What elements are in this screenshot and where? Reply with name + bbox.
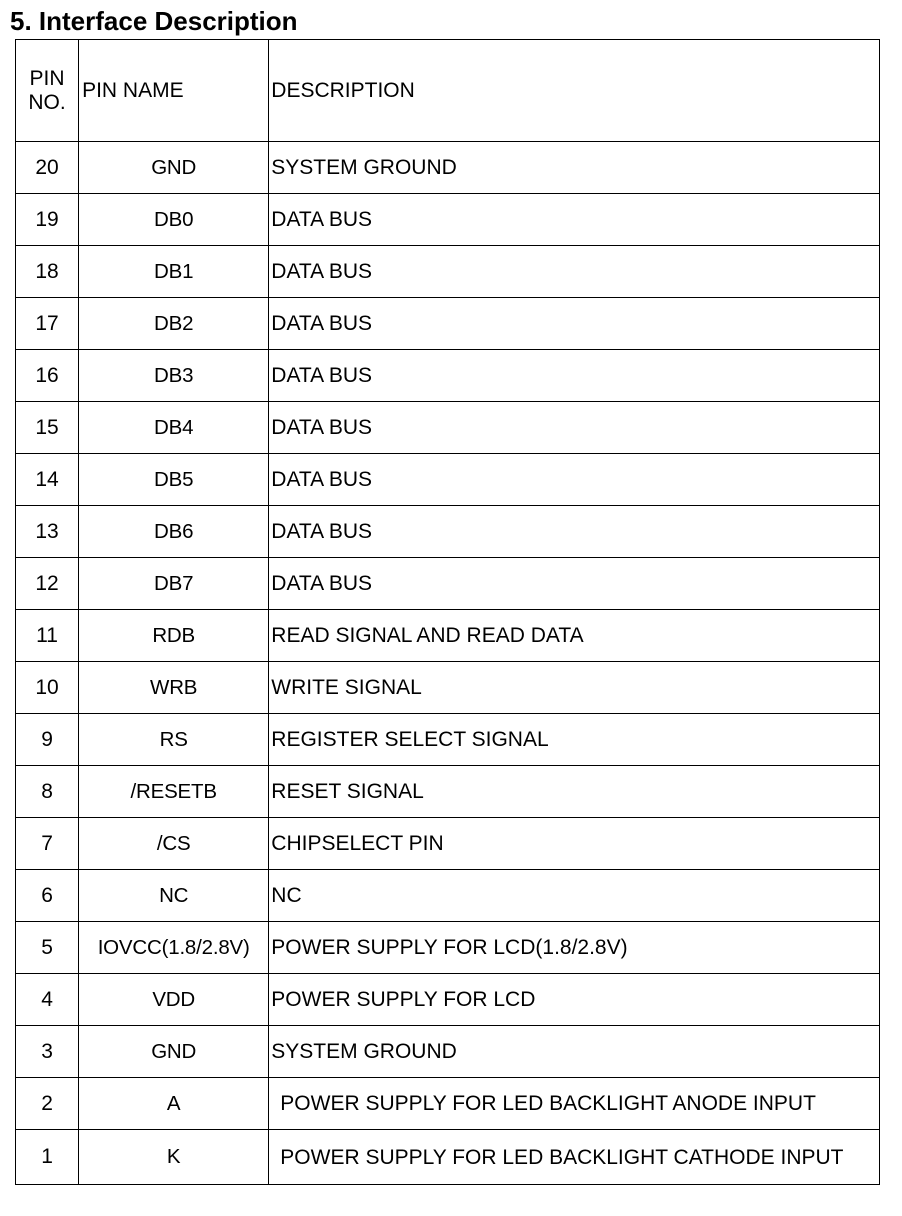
pin-description: REGISTER SELECT SIGNAL: [269, 714, 880, 766]
header-pin-name: PIN NAME: [79, 40, 269, 142]
pin-name: IOVCC(1.8/2.8V): [79, 922, 269, 974]
table-row: [16, 1026, 880, 1078]
pin-name: A: [79, 1078, 269, 1130]
pin-description: DATA BUS: [269, 506, 880, 558]
pin-number: 8: [16, 766, 79, 818]
pin-description: DATA BUS: [269, 454, 880, 506]
pin-name: /CS: [79, 818, 269, 870]
table-row: [16, 662, 880, 714]
pin-number: 6: [16, 870, 79, 922]
header-pin-no-line1: PIN: [29, 66, 65, 90]
pin-name: DB5: [79, 454, 269, 506]
pin-name: GND: [79, 142, 269, 194]
pin-name: VDD: [79, 974, 269, 1026]
pin-name: NC: [79, 870, 269, 922]
pin-name: /RESETB: [79, 766, 269, 818]
pin-description: POWER SUPPLY FOR LED BACKLIGHT ANODE INPUT: [269, 1078, 880, 1130]
table-row: [16, 1078, 880, 1130]
pin-number: 18: [16, 246, 79, 298]
pin-number: 10: [16, 662, 79, 714]
pin-description: CHIPSELECT PIN: [269, 818, 880, 870]
section-title: 5. Interface Description: [10, 6, 298, 36]
pin-description: DATA BUS: [269, 558, 880, 610]
pin-description: DATA BUS: [269, 350, 880, 402]
table-row: [16, 714, 880, 766]
pin-name: DB2: [79, 298, 269, 350]
pin-number: 19: [16, 194, 79, 246]
pin-number: 7: [16, 818, 79, 870]
pin-description: SYSTEM GROUND: [269, 142, 880, 194]
table-row: [16, 454, 880, 506]
pin-description: DATA BUS: [269, 246, 880, 298]
table-row: [16, 194, 880, 246]
pin-description: RESET SIGNAL: [269, 766, 880, 818]
pin-description: POWER SUPPLY FOR LED BACKLIGHT CATHODE INPUT: [269, 1130, 880, 1185]
pin-number: 11: [16, 610, 79, 662]
pin-description: WRITE SIGNAL: [269, 662, 880, 714]
pin-number: 17: [16, 298, 79, 350]
table-row: [16, 506, 880, 558]
pin-number: 16: [16, 350, 79, 402]
pin-number: 13: [16, 506, 79, 558]
table-row: [16, 350, 880, 402]
table-row: [16, 298, 880, 350]
table-row: [16, 870, 880, 922]
pin-description: SYSTEM GROUND: [269, 1026, 880, 1078]
pin-name: DB6: [79, 506, 269, 558]
table-row: [16, 558, 880, 610]
pin-name: DB0: [79, 194, 269, 246]
pin-description-table: [15, 39, 880, 1185]
pin-description: NC: [269, 870, 880, 922]
pin-description: POWER SUPPLY FOR LCD: [269, 974, 880, 1026]
table-row: [16, 610, 880, 662]
pin-number: 3: [16, 1026, 79, 1078]
pin-number: 1: [16, 1130, 79, 1185]
pin-description: POWER SUPPLY FOR LCD(1.8/2.8V): [269, 922, 880, 974]
table-row: [16, 974, 880, 1026]
pin-number: 20: [16, 142, 79, 194]
table-row: [16, 818, 880, 870]
header-pin-no: [16, 40, 79, 142]
pin-number: 14: [16, 454, 79, 506]
table-row: [16, 922, 880, 974]
pin-description: DATA BUS: [269, 402, 880, 454]
table-row: [16, 142, 880, 194]
pin-number: 4: [16, 974, 79, 1026]
pin-name: DB7: [79, 558, 269, 610]
pin-name: DB4: [79, 402, 269, 454]
pin-name: GND: [79, 1026, 269, 1078]
pin-name: RDB: [79, 610, 269, 662]
pin-number: 2: [16, 1078, 79, 1130]
table-row: [16, 402, 880, 454]
table-header-row: [16, 40, 880, 142]
pin-name: RS: [79, 714, 269, 766]
pin-number: 12: [16, 558, 79, 610]
pin-name: DB1: [79, 246, 269, 298]
pin-name: WRB: [79, 662, 269, 714]
pin-description: DATA BUS: [269, 194, 880, 246]
table-row: [16, 766, 880, 818]
header-pin-no-line2: NO.: [28, 90, 66, 114]
pin-description: READ SIGNAL AND READ DATA: [269, 610, 880, 662]
pin-number: 15: [16, 402, 79, 454]
pin-name: K: [79, 1130, 269, 1185]
pin-number: 5: [16, 922, 79, 974]
pin-description: DATA BUS: [269, 298, 880, 350]
table-row: [16, 1130, 880, 1185]
pin-number: 9: [16, 714, 79, 766]
pin-name: DB3: [79, 350, 269, 402]
header-description: DESCRIPTION: [269, 40, 880, 142]
table-row: [16, 246, 880, 298]
